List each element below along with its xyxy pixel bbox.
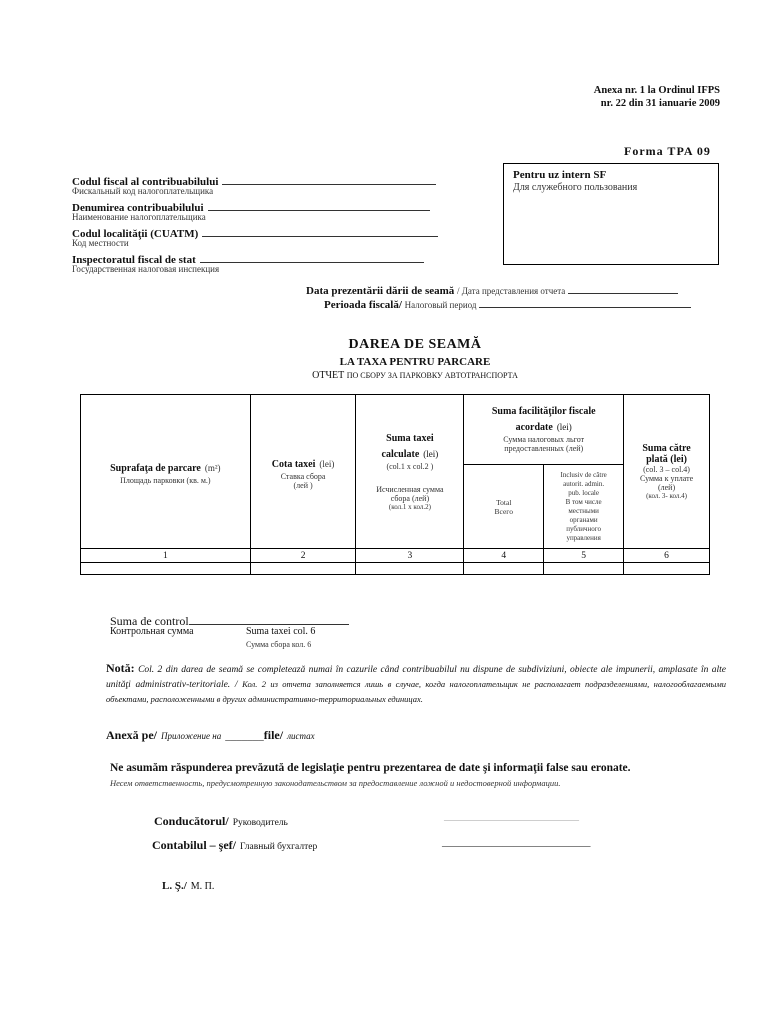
stamp-place: [162, 876, 214, 894]
inspectorate-field[interactable]: [200, 262, 424, 263]
col3-header: [356, 395, 464, 549]
col5-line-4: В том числе: [565, 497, 602, 506]
benefits-title-2: acordate: [515, 422, 553, 433]
form-code: Forma TPA 09: [624, 144, 711, 158]
cell-tax-calculated[interactable]: [356, 563, 464, 575]
col5-line-1: Inclusiv de către: [560, 470, 607, 479]
note-text-ru: Кол. 2 из отчета заполняется лишь в случае, когда налогоплательщик не располагает подразделениями, налогооблагаемыми объектами, расположенными в других административно-территориальных единицах.: [106, 679, 727, 704]
col2-title-ru-1: Ставка сбора: [280, 471, 326, 481]
col3-formula: (col.1 x col.2 ): [386, 461, 434, 471]
col6-header: [624, 395, 710, 549]
col6-title-ru-2: (лей): [657, 483, 676, 492]
fiscal-code-label-ru: Фискальный код налогоплательщика: [72, 186, 214, 196]
report-subtitle: LA TAXA PENTRU PARCARE: [339, 356, 491, 368]
inspectorate-label-ru: Государственная налоговая инспекция: [72, 264, 220, 274]
fiscal-period-label-ru: Налоговый период: [404, 300, 477, 310]
fiscal-code-label: Codul fiscal al contribuabilului: [72, 176, 219, 188]
annex-line-2: nr. 22 din 31 ianuarie 2009: [600, 98, 720, 109]
col5-line-2: autorit. admin.: [563, 479, 605, 488]
data-entry-row: [81, 563, 710, 575]
col2-title: Cota taxei: [271, 458, 316, 470]
annex-files-count-field[interactable]: _______: [225, 730, 264, 742]
report-title-ru-prefix: ОТЧЕТ: [312, 370, 345, 381]
annex-header: [594, 84, 720, 110]
col1-header: [81, 395, 251, 549]
col4-title-ru: Всего: [494, 506, 513, 516]
col6-title-2: plată (lei): [646, 454, 687, 465]
col5-header: [544, 465, 624, 549]
inspectorate-label: Inspectoratul fiscal de stat: [72, 254, 196, 266]
col3-title-ru-1: Исчисленная сумма: [376, 484, 444, 494]
col2-unit: (lei): [319, 458, 335, 469]
fiscal-period-field[interactable]: [479, 307, 691, 308]
note-text-ro: Col. 2 din darea de seamă se completează numai în cazurile când contribuabilul nu dispune de subdiviziuni, obiecte ale impunerii, amplasate în alte unităţi administrativ-teritoriale. /: [106, 665, 726, 690]
presentation-date-label-ru: / Дата представления отчета: [457, 286, 566, 296]
annex-files-label-ru: Приложение на: [161, 731, 222, 741]
head-label-ru: Руководитель: [232, 818, 288, 828]
benefits-title-ru-1: Сумма налоговых льгот: [503, 435, 585, 444]
head-signature-label: [154, 812, 288, 830]
column-numbers-row: [81, 549, 710, 563]
presentation-date-field[interactable]: [568, 293, 678, 294]
col6-title-ru-1: Сумма к уплате: [639, 474, 694, 483]
fiscal-period-label: Perioada fiscală/: [324, 299, 402, 311]
taxpayer-name-label-ru: Наименование налогоплательщика: [72, 212, 206, 222]
col5-line-8: управления: [566, 533, 601, 542]
cell-benefits-local[interactable]: [544, 563, 624, 575]
col1-unit: (m²): [204, 463, 221, 473]
head-signature-line[interactable]: ______________________________: [444, 812, 579, 822]
benefits-group-header: [464, 395, 624, 465]
title-block: [0, 337, 770, 381]
col1-title-ru: Площадь парковки (кв. м.): [120, 476, 211, 485]
stamp-label: L. Ş./: [162, 880, 187, 892]
fiscal-code-field[interactable]: [222, 184, 436, 185]
head-label: Conducătorul/: [154, 814, 229, 828]
col5-line-3: pub. locale: [568, 488, 599, 497]
responsibility-ru: Несем ответственность, предусмотренную законодательством за предоставление ложной и недостоверной информации.: [110, 778, 561, 788]
locality-field[interactable]: [202, 236, 438, 237]
col6-formula: (col. 3 – col.4): [643, 465, 690, 474]
col5-line-7: публичного: [566, 524, 601, 533]
taxpayer-name-field[interactable]: [208, 210, 430, 211]
locality-label-ru: Код местности: [72, 238, 129, 248]
col2-title-ru-2: (лей ): [293, 480, 313, 490]
control-sum-field[interactable]: [189, 624, 349, 625]
annex-line-1: Anexa nr. 1 la Ordinul IFPS: [593, 85, 720, 96]
col-number-6: 6: [624, 549, 710, 563]
annex-files-row: [106, 726, 315, 744]
benefits-title-ru-2: предоставленных (лей): [504, 444, 584, 453]
annex-files-file-label-ru: листах: [287, 731, 315, 741]
accountant-signature-line[interactable]: ___________________________: [442, 836, 591, 848]
cell-parking-area[interactable]: [81, 563, 251, 575]
col6-title-ru-3: (кол. 3- кол.4): [646, 492, 687, 500]
col-number-4: 4: [464, 549, 544, 563]
note-block: [106, 661, 726, 707]
col2-header: [250, 395, 356, 549]
control-sum-value: Suma taxei col. 6: [246, 626, 316, 637]
presentation-date-row: [306, 285, 678, 297]
accountant-label: Contabilul – şef/: [152, 838, 237, 852]
report-title-ru: [0, 370, 770, 381]
col3-title-ru-3: (кол.1 х кол.2): [388, 502, 431, 511]
col-number-2: 2: [250, 549, 356, 563]
control-sum-value-ru: Сумма сбора кол. 6: [246, 640, 312, 649]
note-label: Notă:: [106, 661, 135, 675]
annex-files-file-label: file/: [263, 728, 284, 742]
col6-title-1: Suma către: [642, 443, 691, 454]
col-number-5: 5: [544, 549, 624, 563]
internal-use-title-ru: Для служебного пользования: [513, 182, 638, 193]
presentation-date-label: Data prezentării dării de seamă: [306, 285, 455, 297]
col3-title-ru-2: сбора (лей): [390, 493, 430, 503]
cell-tax-rate[interactable]: [250, 563, 356, 575]
col1-title: Suprafaţa de parcare: [110, 463, 201, 474]
internal-use-title: Pentru uz intern SF: [513, 169, 607, 181]
col-number-3: 3: [356, 549, 464, 563]
benefits-title-1: Suma facilităţilor fiscale: [491, 406, 596, 417]
col3-unit: (lei): [423, 448, 439, 459]
stamp-label-ru: М. П.: [190, 881, 215, 892]
control-sum-label-ru: Контрольная сумма: [110, 626, 194, 637]
tax-table: [80, 394, 710, 575]
col-number-1: 1: [81, 549, 251, 563]
locality-label: Codul localităţii (CUATM): [72, 228, 199, 240]
col4-title: Total: [496, 497, 512, 507]
fiscal-period-row: [324, 299, 691, 311]
benefits-unit: (lei): [556, 422, 572, 432]
col3-title-1: Suma taxei: [386, 432, 434, 444]
taxpayer-name-label: Denumirea contribuabilului: [72, 202, 204, 214]
accountant-signature-label: [152, 836, 317, 854]
cell-benefits-total[interactable]: [464, 563, 544, 575]
col3-title-2: calculate: [381, 448, 420, 460]
col4-header: [464, 465, 544, 549]
taxpayer-section: [72, 172, 472, 276]
col5-line-6: органами: [569, 515, 598, 524]
accountant-label-ru: Главный бухгалтер: [240, 842, 318, 852]
report-title-ru-rest: ПО СБОРУ ЗА ПАРКОВКУ АВТОТРАНСПОРТА: [346, 371, 518, 380]
report-title: DAREA DE SEAMĂ: [348, 337, 482, 352]
control-sum-label: Suma de control: [110, 614, 189, 628]
annex-files-label: Anexă pe/: [106, 728, 157, 742]
cell-amount-payable[interactable]: [624, 563, 710, 575]
internal-use-box: [503, 163, 719, 265]
col5-line-5: местными: [568, 506, 599, 515]
responsibility-ro: Ne asumăm răspunderea prevăzută de legislaţie pentru prezentarea de date şi informaţii false sau eronate.: [110, 762, 631, 774]
